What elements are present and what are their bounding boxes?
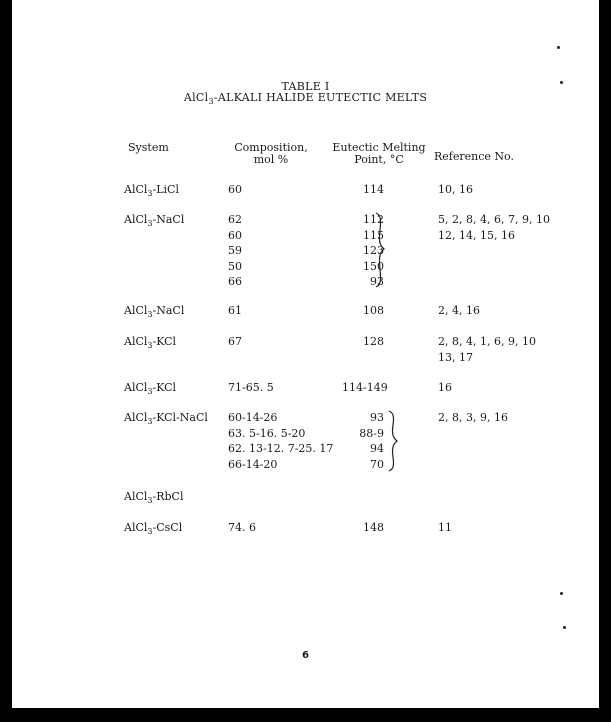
composition-cell-line: 74. 6 — [228, 521, 256, 534]
melting-point-cell-line: 94 — [370, 442, 384, 455]
system-cell: AlCl$_3$-KCl-NaCl — [124, 411, 208, 426]
melting-point-cell — [342, 380, 388, 396]
melting-point-cell-line: 148 — [363, 521, 384, 534]
melting-point-cell-line: 128 — [363, 335, 384, 348]
system-cell: AlCl$_3$-NaCl — [124, 304, 185, 319]
composition-cell — [228, 212, 242, 290]
brace-kcl-nacl-group — [387, 410, 399, 472]
reference-cell-line: 5, 2, 8, 4, 6, 7, 9, 10 — [438, 213, 550, 226]
reference-cell — [438, 303, 480, 319]
composition-cell-line: 59 — [228, 244, 242, 257]
table-subtitle: AlCl$_3$-ALKALI HALIDE EUTECTIC MELTS — [183, 91, 428, 106]
table-title: TABLE I — [281, 80, 330, 93]
reference-cell-line: 11 — [438, 521, 452, 534]
melting-point-cell-line: 114 — [363, 183, 384, 196]
melting-point-cell-line: 123 — [363, 244, 384, 257]
composition-cell-line: 60-14-26 — [228, 411, 278, 424]
reference-cell-line: 2, 8, 3, 9, 16 — [438, 411, 508, 424]
reference-cell — [438, 380, 452, 396]
composition-cell — [228, 520, 256, 536]
melting-point-cell-line: 115 — [363, 228, 384, 242]
brace-nacl-group — [374, 212, 386, 288]
system-cell: AlCl$_3$-KCl — [124, 335, 177, 350]
melting-point-cell-line: 93 — [370, 411, 384, 424]
reference-cell — [438, 410, 508, 426]
header-composition — [226, 142, 316, 166]
melting-point-cell — [342, 303, 384, 319]
composition-cell-line: 62. 13-12. 7-25. 17 — [228, 442, 334, 455]
scan-speck — [560, 592, 563, 595]
header-melting-line1: Eutectic Melting — [332, 141, 426, 154]
header-system: System — [128, 141, 169, 154]
reference-cell — [438, 182, 473, 198]
composition-cell-line: 67 — [228, 335, 242, 348]
composition-cell — [228, 334, 242, 350]
composition-cell-line: 62 — [228, 213, 242, 226]
header-composition-line1: Composition, — [234, 141, 308, 154]
melting-point-cell-line: 93 — [370, 275, 384, 288]
document-page — [12, 0, 599, 708]
melting-point-cell — [342, 520, 384, 536]
composition-cell-line: 60 — [228, 228, 242, 242]
composition-cell-line: 63. 5-16. 5-20 — [228, 426, 306, 440]
reference-cell — [438, 334, 536, 365]
melting-point-cell-line: 88-9 — [359, 426, 384, 440]
reference-cell-line: 10, 16 — [438, 183, 473, 196]
composition-cell — [228, 410, 333, 472]
header-composition-line2: mol % — [253, 153, 289, 166]
reference-cell-line: 2, 4, 16 — [438, 304, 480, 317]
header-melting-line2: Point, °C — [354, 153, 404, 166]
melting-point-cell-line: 114-149 — [342, 381, 388, 394]
composition-cell — [228, 303, 242, 319]
melting-point-cell — [342, 334, 384, 350]
reference-cell — [438, 520, 452, 536]
system-cell: AlCl$_3$-LiCl — [124, 183, 179, 198]
melting-point-cell — [342, 410, 384, 472]
system-cell: AlCl$_3$-KCl — [124, 381, 177, 396]
scan-speck — [557, 46, 560, 49]
system-cell: AlCl$_3$-CsCl — [124, 521, 183, 536]
reference-cell-line: 16 — [438, 381, 452, 394]
scan-speck — [563, 626, 566, 629]
composition-cell-line: 50 — [228, 259, 242, 273]
scan-speck — [560, 81, 563, 84]
melting-point-cell — [342, 182, 384, 198]
reference-cell-line: 12, 14, 15, 16 — [438, 228, 515, 242]
melting-point-cell-line: 70 — [370, 457, 384, 471]
reference-cell — [438, 212, 550, 243]
header-reference: Reference No. — [434, 150, 514, 163]
composition-cell-line: 60 — [228, 183, 242, 196]
composition-cell-line: 71-65. 5 — [228, 381, 274, 394]
composition-cell — [228, 182, 242, 198]
composition-cell-line: 66 — [228, 275, 242, 288]
melting-point-cell-line: 150 — [363, 259, 384, 273]
reference-cell-line: 2, 8, 4, 1, 6, 9, 10 — [438, 335, 536, 348]
composition-cell-line: 61 — [228, 304, 242, 317]
header-melting-point — [324, 142, 434, 166]
melting-point-cell-line: 112 — [363, 213, 384, 226]
composition-cell-line: 66-14-20 — [228, 457, 278, 471]
system-cell: AlCl$_3$-NaCl — [124, 213, 185, 228]
page-number: 6 — [302, 650, 309, 661]
composition-cell — [228, 380, 274, 396]
reference-cell-line: 13, 17 — [438, 350, 473, 364]
system-cell: AlCl$_3$-RbCl — [124, 490, 184, 505]
melting-point-cell-line: 108 — [363, 304, 384, 317]
